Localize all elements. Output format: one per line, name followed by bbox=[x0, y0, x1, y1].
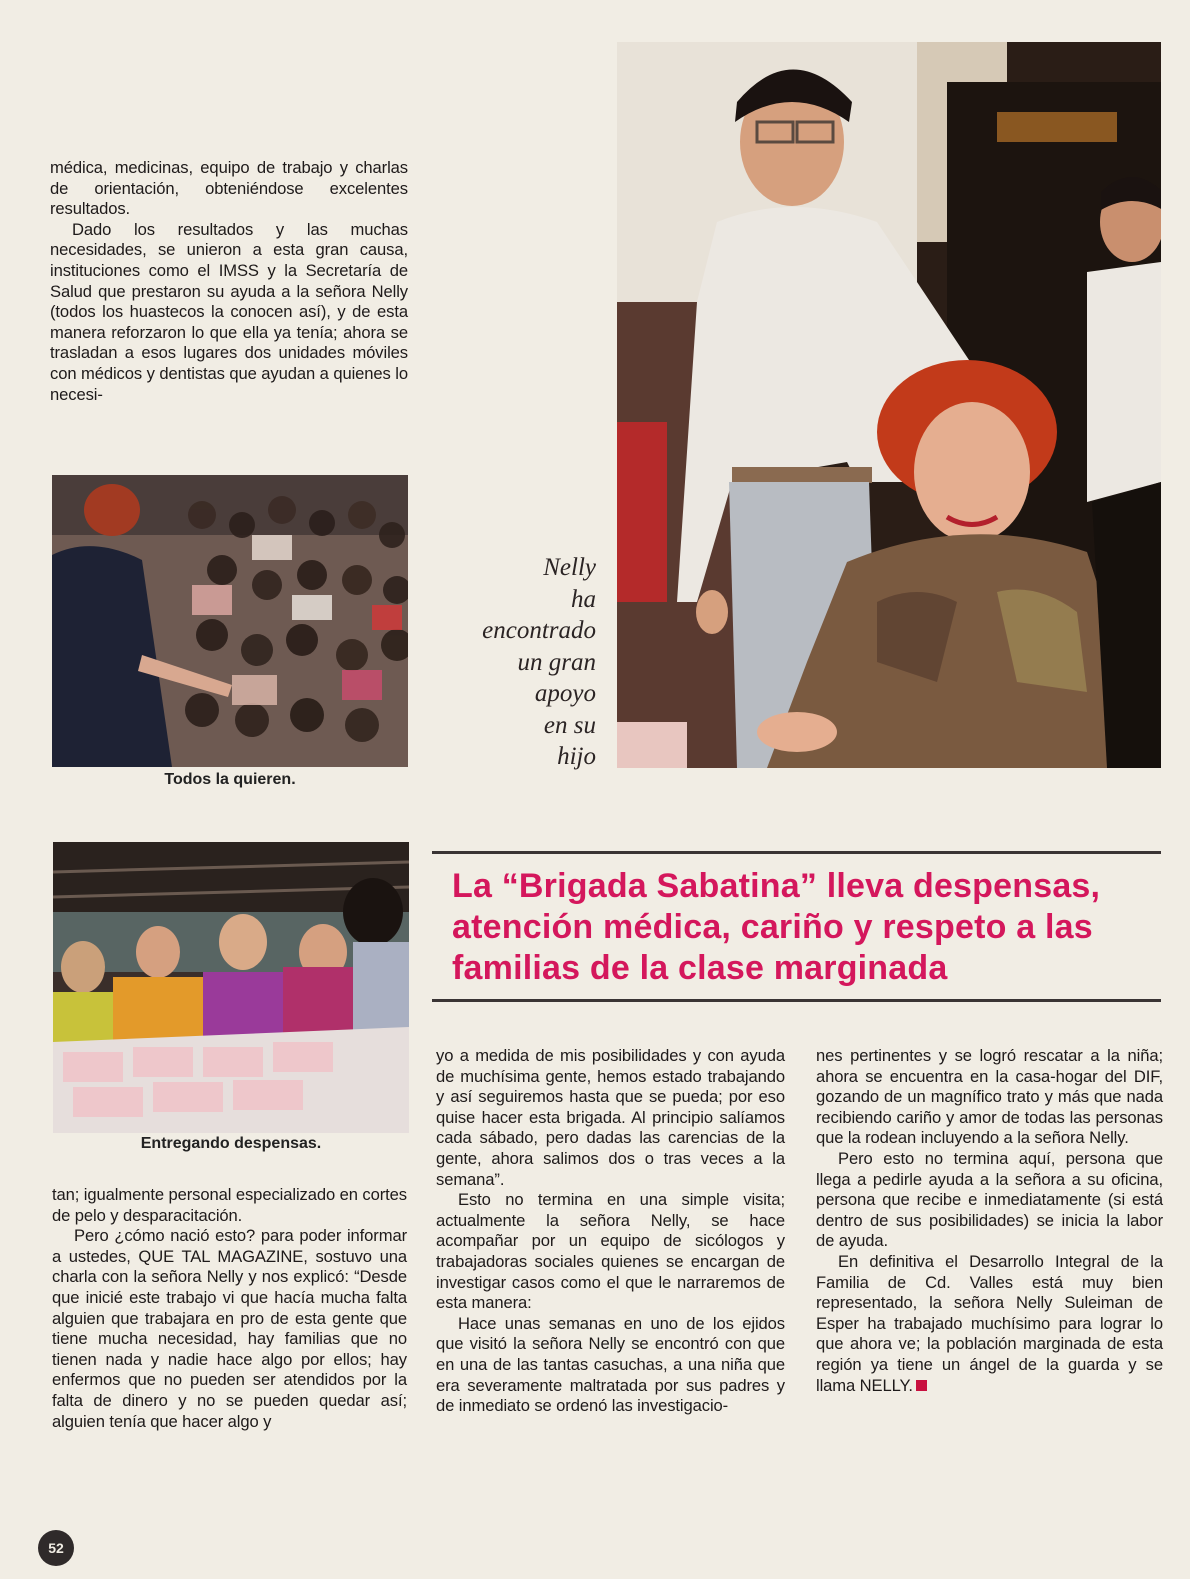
left-paragraph-1: tan; igualmente personal especializado en cortes de pelo y desparacitación. bbox=[52, 1185, 407, 1225]
photo-children-crowd bbox=[52, 475, 408, 767]
right-paragraph-1: nes pertinentes y se logró rescatar a la niña; ahora se encuentra en la casa-hogar del DIF, gozando de un magnífico trato y más que nada recibiendo cariño y amor de todas las personas que la rodean incluyendo a la señora Nelly. bbox=[816, 1046, 1163, 1148]
column-left bbox=[52, 1185, 407, 1432]
right-paragraph-2: Pero esto no termina aquí, persona que llega a pedirle ayuda a la señora a su oficina, persona que recibe e inmediatamente (si está dentro de sus posibilidades) se inicia la labor de ayuda. bbox=[816, 1148, 1163, 1251]
page-number: 52 bbox=[38, 1530, 74, 1566]
left-paragraph-2: Pero ¿cómo nació esto? para poder informar a ustedes, QUE TAL MAGAZINE, sostuvo una charla con la señora Nelly y nos explicó: “Desde que inicié este trabajo vi que hacía mucha falta alguien que trabajara en pro de esta gente que tiene mucha necesidad, hay familias que no tienen nada y nadie hace algo por ellos; hay enfermos que no pueden ser atendidos por la falta de dinero y no se pueden quedar así; alguien tenía que hacer algo y bbox=[52, 1226, 407, 1431]
photo-nelly-and-son bbox=[617, 42, 1161, 768]
caption-despensas: Entregando despensas. bbox=[140, 1135, 322, 1152]
end-of-article-icon bbox=[916, 1380, 927, 1391]
intro-column bbox=[50, 158, 408, 405]
middle-paragraph-3: Hace unas semanas en uno de los ejidos que visitó la señora Nelly se encontró con que en una de las tantas casuchas, a una niña que era severamente maltratada por sus padres y de inmediato se ordenó las investigacio- bbox=[436, 1313, 785, 1416]
intro-paragraph-2: Dado los resultados y las muchas necesidades, se unieron a esta gran causa, instituciones como el IMSS y la Secretaría de Salud que prestaron su ayuda a la señora Nelly (todos los huastecos la conocen así), y de esta manera reforzaron lo que ella ya tenía; ahora se trasladan a esos lugares dos unidades móviles con médicos y dentistas que ayudan a quienes lo necesi- bbox=[50, 219, 408, 404]
column-middle bbox=[436, 1046, 785, 1417]
right-paragraph-3-text: En definitiva el Desarrollo Integral de la Familia de Cd. Valles está muy bien representado, la señora Nelly Suleiman de Esper ha trabajado muchísimo para lograr lo que ahora ve; la población marginada de esta región ya tiene un ángel de la guarda y se llama NELLY. bbox=[816, 1251, 1163, 1395]
right-paragraph-3 bbox=[816, 1252, 1163, 1396]
pull-quote bbox=[420, 552, 596, 773]
caption-children: Todos la quieren. bbox=[164, 771, 296, 788]
headline-top-rule bbox=[432, 851, 1161, 854]
column-right bbox=[816, 1046, 1163, 1396]
quote-line: en su bbox=[543, 711, 596, 739]
quote-line: Nelly bbox=[543, 554, 596, 581]
intro-paragraph-1: médica, medicinas, equipo de trabajo y charlas de orientación, obteniéndose excelentes resultados. bbox=[50, 158, 408, 219]
middle-paragraph-2: Esto no termina en una simple visita; actualmente la señora Nelly, se hace acompañar por un equipo de sicólogos y trabajadoras sociales quienes se encargan de investigar casos como el que le narraremos de esta manera: bbox=[436, 1190, 785, 1313]
quote-line: apoyo bbox=[534, 680, 596, 707]
photo-despensas bbox=[53, 842, 409, 1133]
headline: La “Brigada Sabatina” lleva despensas, atención médica, cariño y respeto a las familias de la clase marginada bbox=[452, 867, 1101, 987]
middle-paragraph-1: yo a medida de mis posibilidades y con ayuda de muchísima gente, hemos estado trabajando y así seguiremos hasta que se pueda; por eso quise hacer esta brigada. Al principio salíamos cada sábado, pero dadas las carencias de la gente, ahora salimos dos o tras veces a la semana”. bbox=[436, 1046, 785, 1189]
quote-line: encontrado bbox=[482, 617, 596, 644]
quote-line: hijo bbox=[557, 743, 596, 770]
quote-line: un gran bbox=[517, 648, 596, 676]
quote-line: ha bbox=[571, 585, 596, 613]
headline-bottom-rule bbox=[432, 999, 1161, 1002]
